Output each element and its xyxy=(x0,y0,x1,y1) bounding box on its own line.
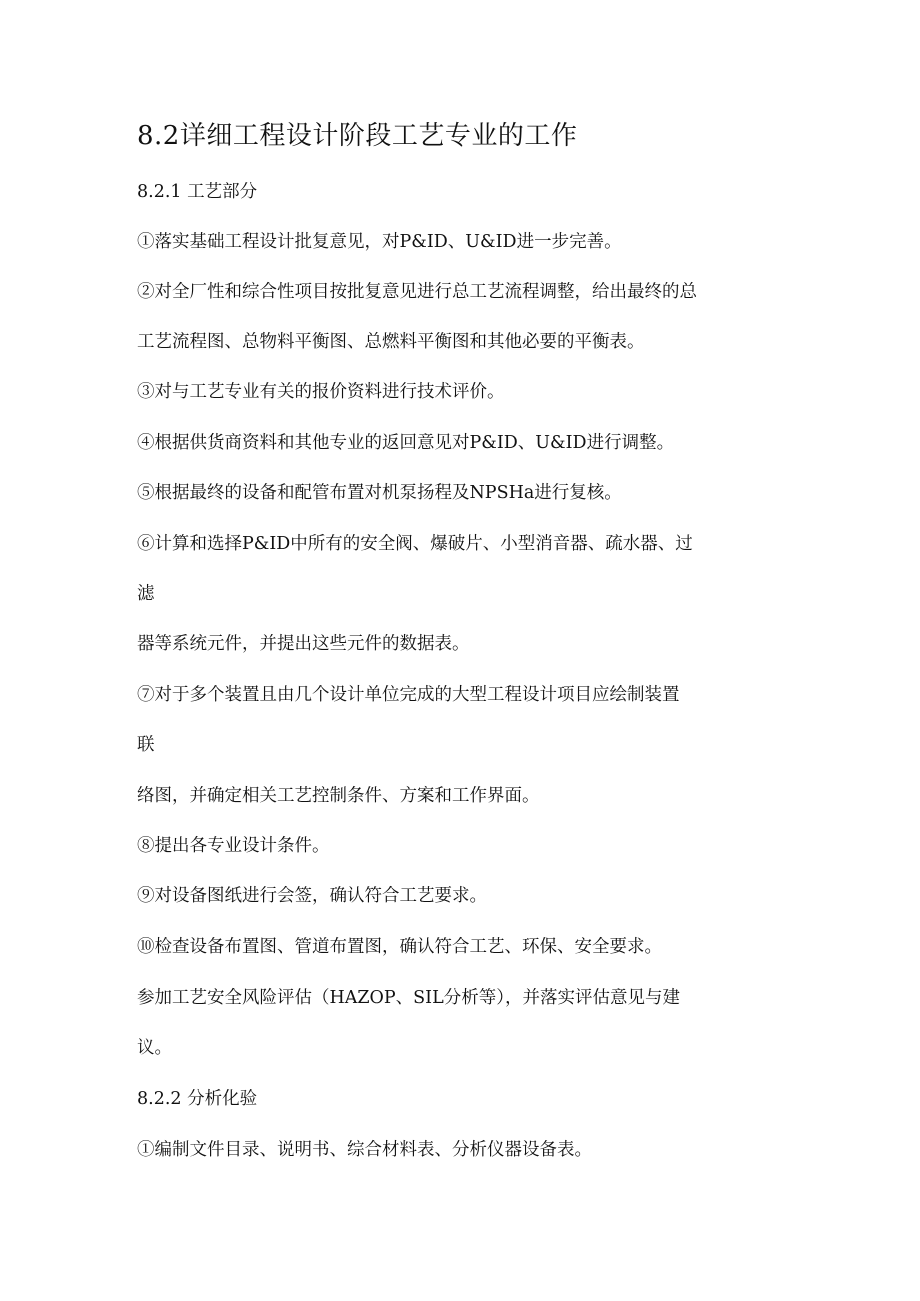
paragraph-line: ⑤根据最终的设备和配管布置对机泵扬程及NPSHa进行复核。 xyxy=(137,483,622,503)
paragraph-line: 联 xyxy=(137,735,155,755)
paragraph-line: 议。 xyxy=(137,1038,172,1058)
paragraph-line: 络图，并确定相关工艺控制条件、方案和工作界面。 xyxy=(137,786,540,806)
paragraph-line: ③对与工艺专业有关的报价资料进行技术评价。 xyxy=(137,382,505,402)
paragraph-line: 器等系统元件，并提出这些元件的数据表。 xyxy=(137,634,470,654)
subsection-heading-8-2-1: 8.2.1 工艺部分 xyxy=(137,182,258,202)
paragraph-line: ⑥计算和选择P&ID中所有的安全阀、爆破片、小型消音器、疏水器、过 xyxy=(137,534,693,554)
subsection-heading-8-2-2: 8.2.2 分析化验 xyxy=(137,1089,258,1109)
paragraph-line: ①编制文件目录、说明书、综合材料表、分析仪器设备表。 xyxy=(137,1140,592,1160)
paragraph-line: 参加工艺安全风险评估（HAZOP、SIL分析等），并落实评估意见与建 xyxy=(137,988,680,1008)
paragraph-line: ⑩检查设备布置图、管道布置图，确认符合工艺、环保、安全要求。 xyxy=(137,937,662,957)
paragraph-line: ②对全厂性和综合性项目按批复意见进行总工艺流程调整，给出最终的总 xyxy=(137,282,697,302)
section-heading: 8.2详细工程设计阶段工艺专业的工作 xyxy=(137,121,578,151)
paragraph-line: 工艺流程图、总物料平衡图、总燃料平衡图和其他必要的平衡表。 xyxy=(137,332,645,352)
paragraph-line: ⑧提出各专业设计条件。 xyxy=(137,836,330,856)
paragraph-line: 滤 xyxy=(137,584,155,604)
paragraph-line: ⑦对于多个装置且由几个设计单位完成的大型工程设计项目应绘制装置 xyxy=(137,685,680,705)
paragraph-line: ①落实基础工程设计批复意见，对P&ID、U&ID进一步完善。 xyxy=(137,232,622,252)
paragraph-line: ⑨对设备图纸进行会签，确认符合工艺要求。 xyxy=(137,886,487,906)
paragraph-line: ④根据供货商资料和其他专业的返回意见对P&ID、U&ID进行调整。 xyxy=(137,433,675,453)
